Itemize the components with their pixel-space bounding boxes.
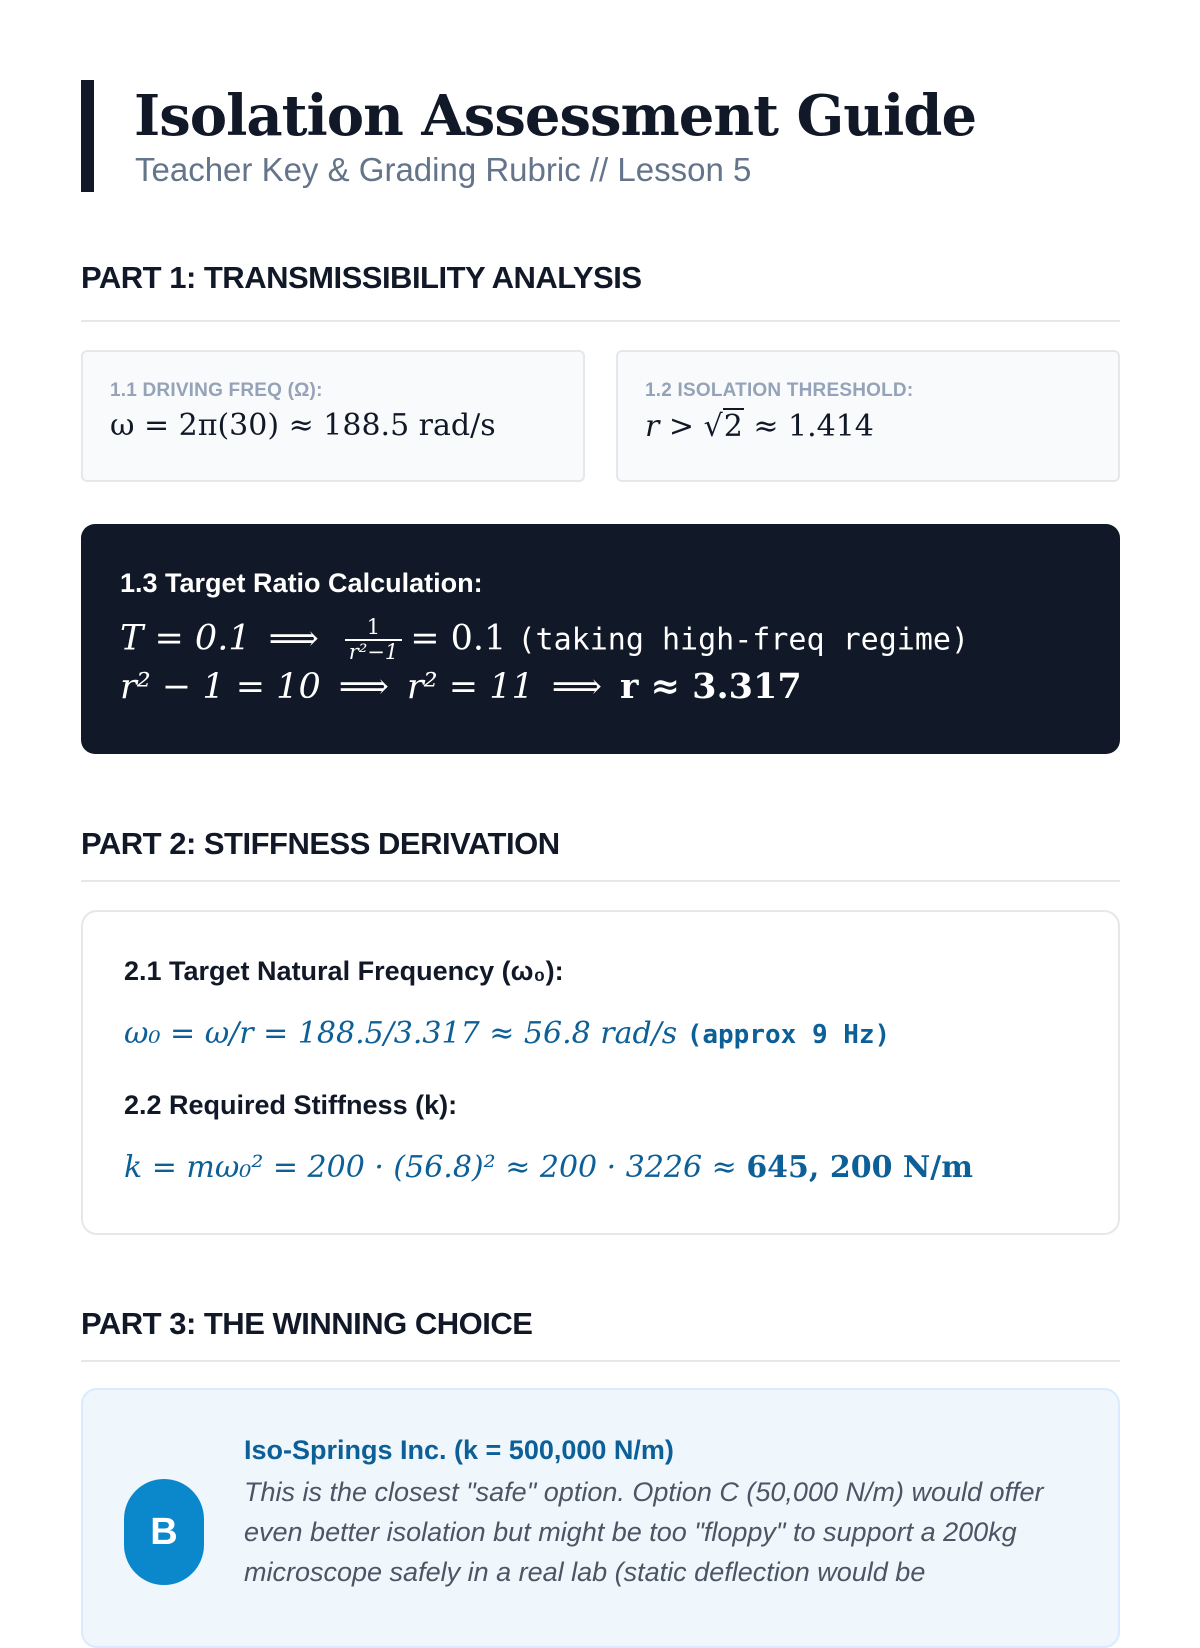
calc-line2-a: r² − 1 = 10 xyxy=(120,667,321,707)
implies-arrow: ⟹ xyxy=(338,667,389,707)
sqrt-radicand: 2 xyxy=(723,409,743,444)
header xyxy=(81,80,1120,192)
part2-heading: PART 2: STIFFNESS DERIVATION xyxy=(81,826,560,861)
choice-badge: B xyxy=(124,1479,204,1585)
threshold-lhs: r > xyxy=(645,409,704,444)
target-ratio-label: 1.3 Target Ratio Calculation: xyxy=(120,568,483,598)
sqrt-symbol: √2 xyxy=(703,409,743,444)
natural-frequency-label: 2.1 Target Natural Frequency (ω₀): xyxy=(124,956,564,986)
calc-line1-lhs: T = 0.1 xyxy=(120,618,251,659)
header-accent-bar xyxy=(81,80,94,192)
isolation-threshold-equation xyxy=(645,408,874,444)
isolation-threshold-card xyxy=(616,350,1120,482)
page-title: Isolation Assessment Guide xyxy=(134,83,977,149)
calc-line2-result: r ≈ 3.317 xyxy=(619,666,802,707)
calc-line1-rhs: = 0.1 xyxy=(410,618,507,659)
isolation-threshold-label: 1.2 ISOLATION THRESHOLD: xyxy=(645,380,914,401)
choice-description: This is the closest "safe" option. Option C (50,000 N/m) would offer even better isolation but might be too "floppy" to support a 200kg microscope safely in a real lab (static deflection would be xyxy=(244,1477,1044,1587)
fraction-denominator: r²−1 xyxy=(345,639,402,664)
natural-frequency-math: ω₀ = ω/r = 188.5/3.317 ≈ 56.8 rad/s xyxy=(124,1016,678,1051)
part1-divider xyxy=(81,320,1120,322)
winning-choice-card xyxy=(81,1388,1120,1648)
page-subtitle: Teacher Key & Grading Rubric // Lesson 5 xyxy=(135,151,752,188)
target-ratio-line2 xyxy=(120,666,802,707)
implies-arrow: ⟹ xyxy=(551,667,602,707)
natural-frequency-equation xyxy=(124,1016,890,1051)
required-stiffness-result: 645, 200 N/m xyxy=(746,1150,974,1185)
target-ratio-line1 xyxy=(120,616,969,664)
target-ratio-box xyxy=(81,524,1120,754)
natural-frequency-note: (approx 9 Hz) xyxy=(686,1020,891,1050)
implies-arrow: ⟹ xyxy=(268,618,319,659)
part3-divider xyxy=(81,1360,1120,1362)
part3-heading: PART 3: THE WINNING CHOICE xyxy=(81,1306,533,1341)
stiffness-card xyxy=(81,910,1120,1235)
fraction xyxy=(345,616,402,664)
choice-title: Iso-Springs Inc. (k = 500,000 N/m) xyxy=(244,1435,674,1465)
required-stiffness-equation xyxy=(124,1150,973,1185)
driving-freq-card xyxy=(81,350,585,482)
calc-line2-b: r² = 11 xyxy=(406,667,534,707)
part1-heading: PART 1: TRANSMISSIBILITY ANALYSIS xyxy=(81,260,642,295)
required-stiffness-math: k = mω₀² = 200 · (56.8)² ≈ 200 · 3226 ≈ xyxy=(124,1150,737,1185)
driving-freq-label: 1.1 DRIVING FREQ (Ω): xyxy=(110,380,323,401)
calc-line1-note: (taking high-freq regime) xyxy=(517,622,970,658)
threshold-rhs: ≈ 1.414 xyxy=(743,409,874,444)
driving-freq-equation: ω = 2π(30) ≈ 188.5 rad/s xyxy=(110,408,496,443)
required-stiffness-label: 2.2 Required Stiffness (k): xyxy=(124,1090,458,1120)
fraction-numerator: 1 xyxy=(366,615,381,639)
part2-divider xyxy=(81,880,1120,882)
